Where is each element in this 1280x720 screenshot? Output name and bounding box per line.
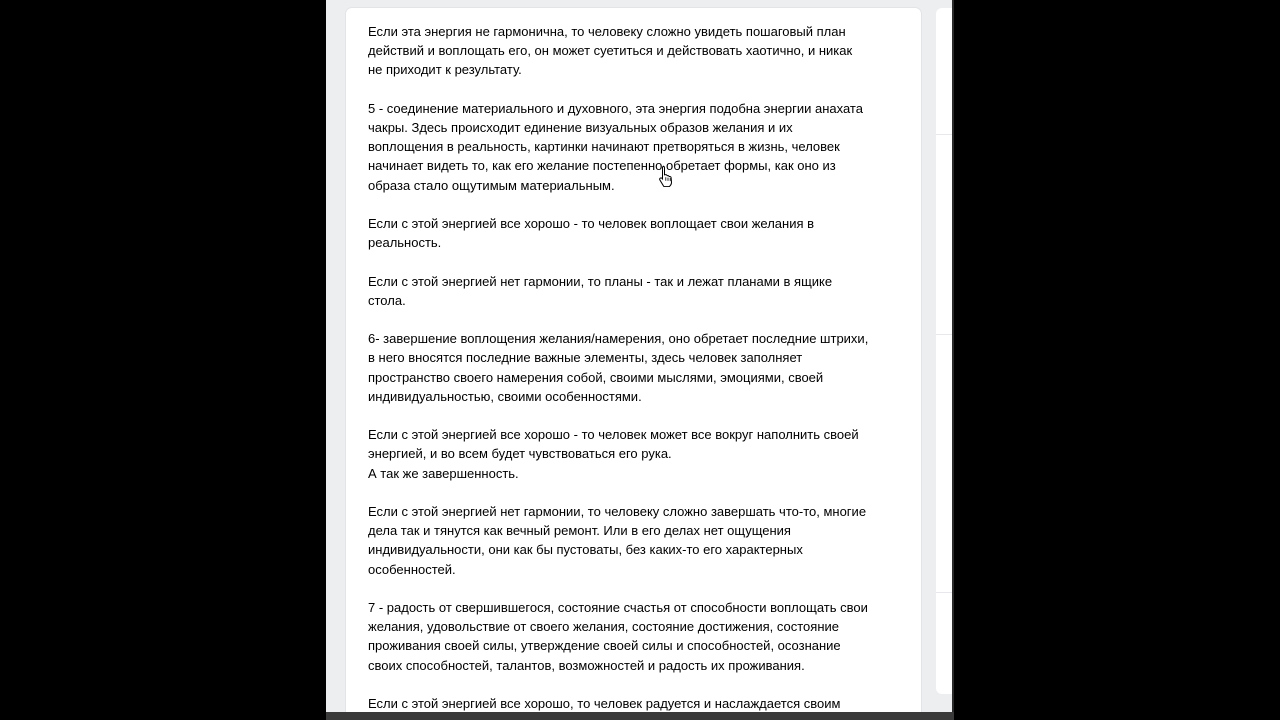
text-line: начинает видеть то, как его желание постепенно обретает формы, как оно из: [368, 158, 836, 174]
post-paragraph: [368, 272, 908, 310]
text-line: своих способностей, талантов, возможностей и радость их проживания.: [368, 657, 805, 673]
post-text: [368, 22, 908, 720]
text-line: 7 - радость от свершившегося, состояние счастья от способности воплощать свои: [368, 599, 868, 615]
text-line: Если с этой энергией нет гармонии, то человеку сложно завершать что-то, многие: [368, 503, 867, 519]
text-line: дела так и тянутся как вечный ремонт. Или в его делах нет ощущения: [368, 523, 791, 539]
post-paragraph: [368, 99, 908, 195]
text-line: в него вносятся последние важные элементы, здесь человек заполняет: [368, 350, 803, 366]
post-paragraph: [368, 214, 908, 252]
post-paragraph: [368, 425, 908, 483]
text-line: 5 - соединение материального и духовного, эта энергия подобна энергии анахата: [368, 100, 863, 116]
text-line: Если с этой энергией все хорошо - то человек может все вокруг наполнить своей: [368, 427, 859, 443]
bottom-bar: [326, 712, 954, 720]
text-line: индивидуальности, они как бы пустоваты, без каких-то его характерных: [368, 542, 803, 558]
text-line: энергией, и во всем будет чувствоваться его рука.: [368, 446, 672, 462]
post-paragraph: [368, 694, 908, 713]
text-line: не приходит к результату.: [368, 62, 522, 78]
hand-pointer-icon: [658, 165, 674, 187]
scrollbar[interactable]: [952, 0, 954, 720]
text-line: реальность.: [368, 235, 442, 251]
browser-viewport: [326, 0, 954, 720]
post-paragraph: [368, 329, 908, 406]
post-card: [346, 8, 921, 720]
text-line: А так же завершенность.: [368, 465, 519, 481]
text-line: Если с этой энергией все хорошо - то человек воплощает свои желания в: [368, 216, 815, 231]
post-paragraph: [368, 22, 908, 80]
text-line: Если с этой энергией все хорошо, то человек радуется и наслаждается своим: [368, 695, 841, 711]
text-line: стола.: [368, 292, 406, 308]
text-line: желания, удовольствие от своего желания, состояние достижения, состояние: [368, 619, 839, 635]
text-line: действий и воплощать его, он может суетиться и действовать хаотично, и никак: [368, 43, 853, 59]
text-line: пространство своего намерения собой, своими мыслями, эмоциями, своей: [368, 369, 824, 385]
text-line: воплощения в реальность, картинки начинают претворяться в жизнь, человек: [368, 139, 840, 155]
text-line: 6- завершение воплощения желания/намерения, оно обретает последние штрихи,: [368, 331, 869, 347]
text-line: Если с этой энергией нет гармонии, то планы - так и лежат планами в ящике: [368, 273, 833, 289]
text-line: особенностей.: [368, 561, 456, 577]
text-line: индивидуальностью, своими особенностями.: [368, 388, 642, 404]
post-paragraph: [368, 502, 908, 579]
text-line: чакры. Здесь происходит единение визуальных образов желания и их: [368, 120, 793, 135]
post-paragraph: [368, 598, 908, 675]
text-line: Если эта энергия не гармонична, то человеку сложно увидеть пошаговый план: [368, 24, 846, 39]
text-line: образа стало ощутимым материальным.: [368, 177, 615, 193]
text-line: проживания своей силы, утверждение своей силы и способностей, осознание: [368, 638, 841, 654]
